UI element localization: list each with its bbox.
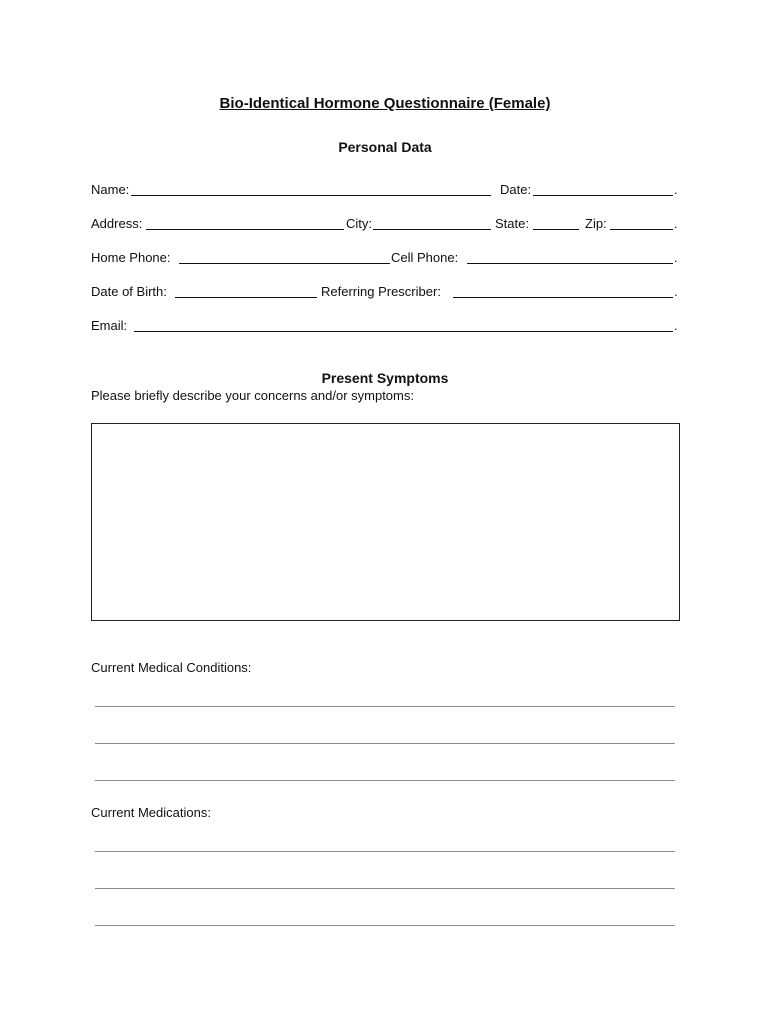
conditions-line[interactable] — [95, 706, 675, 707]
date-label: Date: — [500, 182, 532, 197]
conditions-line[interactable] — [95, 780, 675, 781]
line-end-dot: . — [674, 216, 678, 231]
email-field[interactable] — [134, 331, 673, 332]
home-phone-label: Home Phone: — [91, 250, 171, 265]
medications-line[interactable] — [95, 888, 675, 889]
cell-phone-field[interactable] — [467, 263, 673, 264]
city-field[interactable] — [373, 229, 491, 230]
conditions-label: Current Medical Conditions: — [91, 660, 252, 675]
medications-line[interactable] — [95, 851, 675, 852]
zip-label: Zip: — [585, 216, 607, 231]
city-label: City: — [346, 216, 372, 231]
cell-phone-label: Cell Phone: — [391, 250, 459, 265]
address-field[interactable] — [146, 229, 344, 230]
dob-field[interactable] — [175, 297, 317, 298]
email-label: Email: — [91, 318, 128, 333]
line-end-dot: . — [674, 318, 678, 333]
form-title: Bio-Identical Hormone Questionnaire (Female) — [219, 95, 551, 112]
prescriber-label: Referring Prescriber: — [321, 284, 441, 299]
prescriber-field[interactable] — [453, 297, 673, 298]
home-phone-field[interactable] — [179, 263, 390, 264]
name-label: Name: — [91, 182, 130, 197]
present-symptoms-heading: Present Symptoms — [321, 370, 449, 386]
state-label: State: — [495, 216, 529, 231]
address-label: Address: — [91, 216, 143, 231]
symptoms-prompt: Please briefly describe your concerns and/or symptoms: — [91, 388, 414, 403]
state-field[interactable] — [533, 229, 579, 230]
line-end-dot: . — [674, 284, 678, 299]
line-end-dot: . — [674, 250, 678, 265]
dob-label: Date of Birth: — [91, 284, 167, 299]
medications-line[interactable] — [95, 925, 675, 926]
personal-data-heading: Personal Data — [338, 139, 432, 155]
conditions-line[interactable] — [95, 743, 675, 744]
date-field[interactable] — [533, 195, 673, 196]
symptoms-textarea[interactable] — [91, 423, 680, 621]
zip-field[interactable] — [610, 229, 673, 230]
medications-label: Current Medications: — [91, 805, 211, 820]
line-end-dot: . — [674, 182, 678, 197]
name-field[interactable] — [131, 195, 491, 196]
